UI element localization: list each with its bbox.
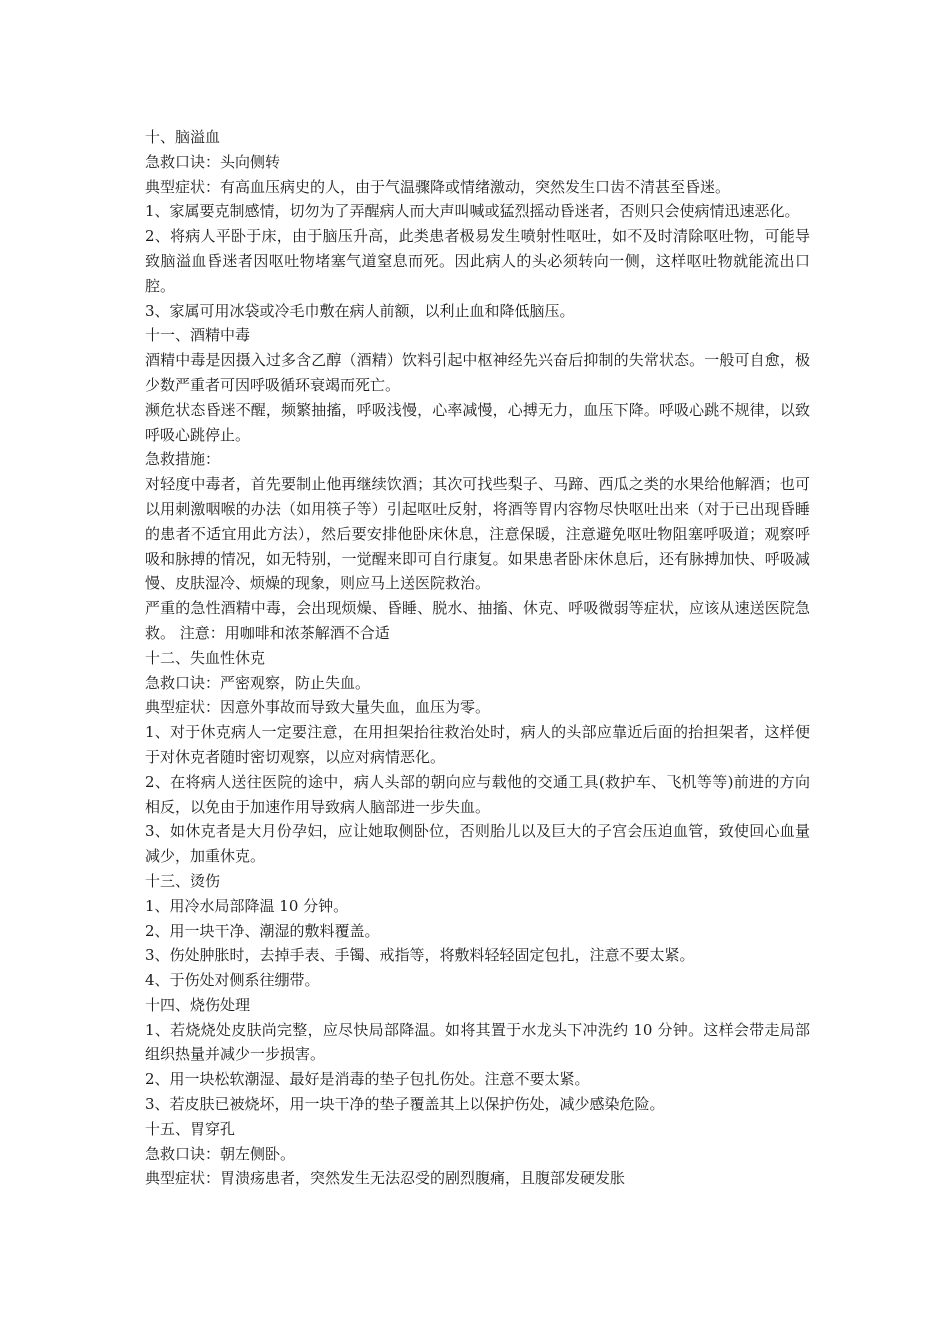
numbered-item: 3、伤处肿胀时，去掉手表、手镯、戒指等，将敷料轻轻固定包扎，注意不要太紧。	[145, 946, 695, 965]
first-aid-mnemonic: 急救口诀：朝左侧卧。	[145, 1144, 296, 1163]
numbered-item: 2、用一块干净、潮湿的敷料覆盖。	[145, 921, 380, 940]
numbered-item: 3、如休克者是大月份孕妇，应让她取侧卧位，否则胎儿以及巨大的子宫会压迫血管，致使回心血量减少，加重休克。	[145, 822, 810, 866]
numbered-item: 1、用冷水局部降温 10 分钟。	[145, 896, 349, 915]
numbered-item: 4、于伤处对侧系往绷带。	[145, 971, 320, 990]
first-aid-mnemonic: 急救口诀：头向侧转	[145, 152, 281, 171]
numbered-item: 3、若皮肤已被烧坏，用一块干净的垫子覆盖其上以保护伤处，减少感染危险。	[145, 1095, 665, 1114]
typical-symptoms: 典型症状：胃溃疡患者，突然发生无法忍受的剧烈腹痛，且腹部发硬发胀	[145, 1169, 626, 1188]
first-aid-mnemonic: 急救口诀：严密观察，防止失血。	[145, 673, 371, 692]
numbered-item: 2、在将病人送往医院的途中，病人头部的朝向应与载他的交通工具(救护车、飞机等等)前进的方向相反，以免由于加速作用导致病人脑部进一步失血。	[145, 772, 810, 816]
numbered-item: 1、家属要克制感情，切勿为了弄醒病人而大声叫喊或猛烈摇动昏迷者，否则只会使病情迅速恶化。	[145, 202, 800, 221]
section-heading-cerebral-hemorrhage: 十、脑溢血	[145, 128, 221, 146]
body-paragraph: 濒危状态昏迷不醒，频繁抽搐，呼吸浅慢，心率减慢，心搏无力，血压下降。呼吸心跳不规律，以致呼吸心跳停止。	[145, 400, 810, 444]
section-heading-alcohol-poisoning: 十一、酒精中毒	[145, 326, 251, 345]
numbered-item: 2、用一块松软潮湿、最好是消毒的垫子包扎伤处。注意不要太紧。	[145, 1070, 590, 1089]
body-paragraph: 对轻度中毒者，首先要制止他再继续饮酒；其次可找些梨子、马蹄、西瓜之类的水果给他解酒；也可以用刺激咽喉的办法（如用筷子等）引起呕吐反射，将酒等胃内容物尽快呕吐出来（对于已出现昏睡的患者不适宜用此方法），然后要安排他卧床休息，注意保暖，注意避免呕吐物阻塞呼吸道；观察呼吸和脉搏的情况，如无特别，一觉醒来即可自行康复。如果患者卧床休息后，还有脉搏加快、呼吸减慢、皮肤湿冷、烦燥的现象，则应马上送医院救治。	[145, 475, 810, 593]
section-heading-hemorrhagic-shock: 十二、失血性休克	[145, 648, 266, 667]
numbered-item: 3、家属可用冰袋或冷毛巾敷在病人前额，以利止血和降低脑压。	[145, 301, 575, 320]
first-aid-measures-label: 急救措施：	[145, 450, 221, 469]
numbered-item: 2、将病人平卧于床，由于脑压升高，此类患者极易发生喷射性呕吐，如不及时清除呕吐物，可能导致脑溢血昏迷者因呕吐物堵塞气道窒息而死。因此病人的头必须转向一侧，这样呕吐物就能流出口腔。	[145, 227, 810, 295]
document-body	[145, 125, 810, 1191]
numbered-item: 1、若烧烧处皮肤尚完整，应尽快局部降温。如将其置于水龙头下冲洗约 10 分钟。这样会带走局部组织热量并减少一步损害。	[145, 1020, 810, 1064]
section-heading-burn-treatment: 十四、烧伤处理	[145, 995, 251, 1014]
body-paragraph: 严重的急性酒精中毒，会出现烦燥、昏睡、脱水、抽搐、休克、呼吸微弱等症状，应该从速送医院急救。 注意：用咖啡和浓茶解酒不合适	[145, 599, 810, 642]
numbered-item: 1、对于休克病人一定要注意，在用担架抬往救治处时，病人的头部应靠近后面的抬担架者，这样便于对休克者随时密切观察，以应对病情恶化。	[145, 723, 810, 766]
body-paragraph: 酒精中毒是因摄入过多含乙醇（酒精）饮料引起中枢神经先兴奋后抑制的失常状态。一般可自愈，极少数严重者可因呼吸循环衰竭而死亡。	[145, 351, 810, 394]
typical-symptoms: 典型症状：因意外事故而导致大量失血，血压为零。	[145, 698, 491, 717]
section-heading-gastric-perforation: 十五、胃穿孔	[145, 1119, 236, 1138]
typical-symptoms: 典型症状：有高血压病史的人，由于气温骤降或情绪激动，突然发生口齿不清甚至昏迷。	[145, 177, 731, 196]
section-heading-scald: 十三、烫伤	[145, 871, 221, 890]
